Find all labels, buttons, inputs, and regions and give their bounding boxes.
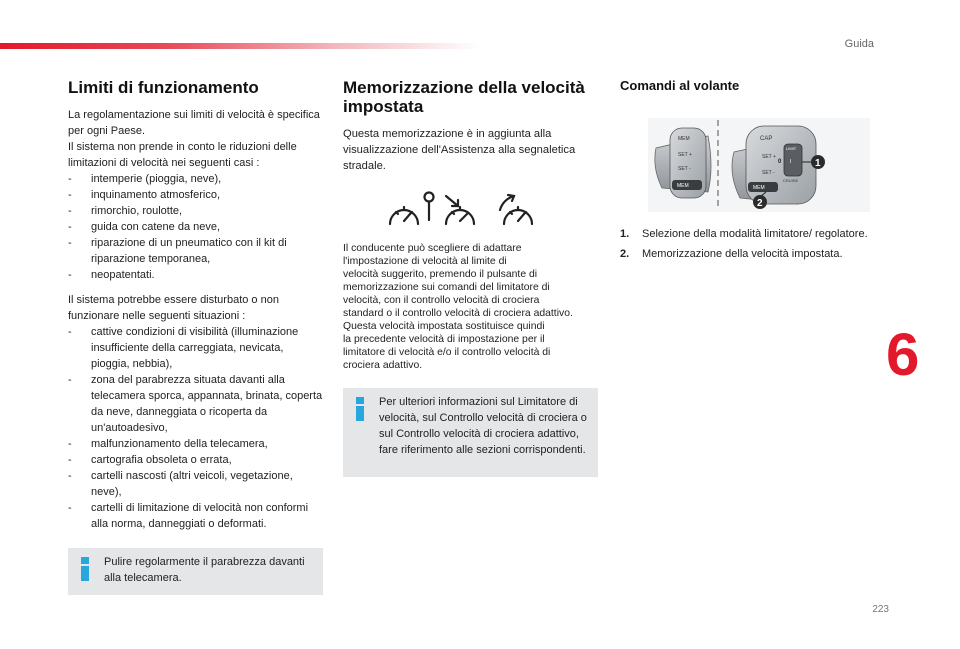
body-line: limitatore di velocità e/o il controllo velocità di [343,347,551,358]
column-steering-controls [620,78,876,102]
cases-list [68,171,324,283]
figure-label: SET - [678,166,691,172]
list-item: - zona del parabrezza situata davanti alla telecamera sporca, appannata, brinata, coperta da neve, danneggiata o ricoperta da un'autoadesivo, [68,372,324,436]
speedometer-down-arrow-icon [446,196,474,224]
list-item: - cattive condizioni di visibilità (illuminazione insufficiente della carreggiata, nevicata, pioggia, nebbia), [68,324,324,372]
situations-list [68,324,324,532]
paragraph: Il sistema non prende in conto le riduzioni delle limitazioni di velocità nei seguenti casi : [68,141,297,169]
figure-label: SET - [762,170,775,176]
body-line: l'impostazione di velocità al limite di [343,256,507,267]
steering-controls-illustration [648,118,870,212]
column-speed-memorisation-body [343,242,599,372]
figure-label: CAP [760,136,773,142]
list-item: - cartelli nascosti (altri veicoli, vegetazione, neve), [68,468,324,500]
heading-operating-limits: Limiti di funzionamento [68,78,259,97]
legend-list [620,226,876,262]
list-item: - malfunzionamento della telecamera, [68,436,324,452]
figure-label: SET + [678,152,692,158]
list-item [620,246,876,262]
column-speed-memorisation [343,78,599,174]
list-item [620,226,876,242]
figure-label: MEM [677,183,689,189]
page-number: 223 [872,604,889,615]
column-operating-limits [68,78,324,532]
chapter-number: 6 [886,321,920,388]
list-item: - cartelli di limitazione di velocità non conformi alla norma, danneggiati o deformati. [68,500,324,532]
list-item: - intemperie (pioggia, neve), [68,171,324,187]
speedometer-pin-icon [390,193,434,225]
body-line: standard o il controllo velocità di crociera adattivo. [343,308,573,319]
figure-label: MEM [753,185,765,191]
list-item: - cartografia obsoleta o errata, [68,452,324,468]
speedometer-cruise-icon [500,195,532,224]
heading-steering-controls: Comandi al volante [620,78,740,93]
figure-label: CRUISE [783,178,799,183]
speed-memorisation-icons [388,190,538,230]
header-accent-bar [0,43,480,49]
item-text: Memorizzazione della velocità impostata. [642,248,843,260]
paragraph: La regolamentazione sui limiti di velocità è specifica per ogni Paese. [68,109,320,137]
info-box-windscreen [68,548,323,595]
body-line: Il conducente può scegliere di adattare [343,243,522,254]
steering-controls-legend [620,226,876,266]
body-line: velocità, con il controllo velocità di crociera [343,295,540,306]
item-text: Selezione della modalità limitatore/ regolatore. [642,228,868,240]
body-line: memorizzazione sui comandi del limitatore di [343,282,550,293]
body-line: velocità suggerito, premendo il pulsante di [343,269,538,280]
figure-label: SET + [762,154,776,160]
figure-label: LIMIT [786,146,797,151]
body-line: crociera adattivo. [343,360,423,371]
list-item: - guida con catene da neve, [68,219,324,235]
paragraph: Questa memorizzazione è in aggiunta alla visualizzazione dell'Assistenza alla segnaletica stradale. [343,128,576,172]
list-item: - inquinamento atmosferico, [68,187,324,203]
figure-label: I [790,159,792,165]
paragraph: Il sistema potrebbe essere disturbato o non funzionare nelle seguenti situazioni : [68,294,279,322]
info-text: Pulire regolarmente il parabrezza davanti alla telecamera. [104,556,305,584]
body-line: la precedente velocità di impostazione per il [343,334,545,345]
info-box-related-sections [343,388,598,477]
callout-number: 2 [757,198,763,209]
figure-label: MEM [678,136,690,142]
list-item: - rimorchio, roulotte, [68,203,324,219]
list-item: - riparazione di un pneumatico con il kit di riparazione temporanea, [68,235,324,267]
heading-speed-memorisation: Memorizzazione della velocità impostata [343,78,585,116]
info-icon [355,397,365,421]
figure-label: 0 [778,159,782,165]
section-label: Guida [844,38,874,50]
item-number: 1. [620,228,630,240]
body-line: Questa velocità impostata sostituisce quindi [343,321,545,332]
list-item: - neopatentati. [68,267,324,283]
callout-number: 1 [815,158,821,169]
item-number: 2. [620,248,630,260]
info-text: Per ulteriori informazioni sul Limitatore di velocità, sul Controllo velocità di crociera o sul Controllo velocità di crociera adattivo, fare riferimento alle sezioni corrispondenti. [379,396,587,456]
info-icon [80,557,90,581]
